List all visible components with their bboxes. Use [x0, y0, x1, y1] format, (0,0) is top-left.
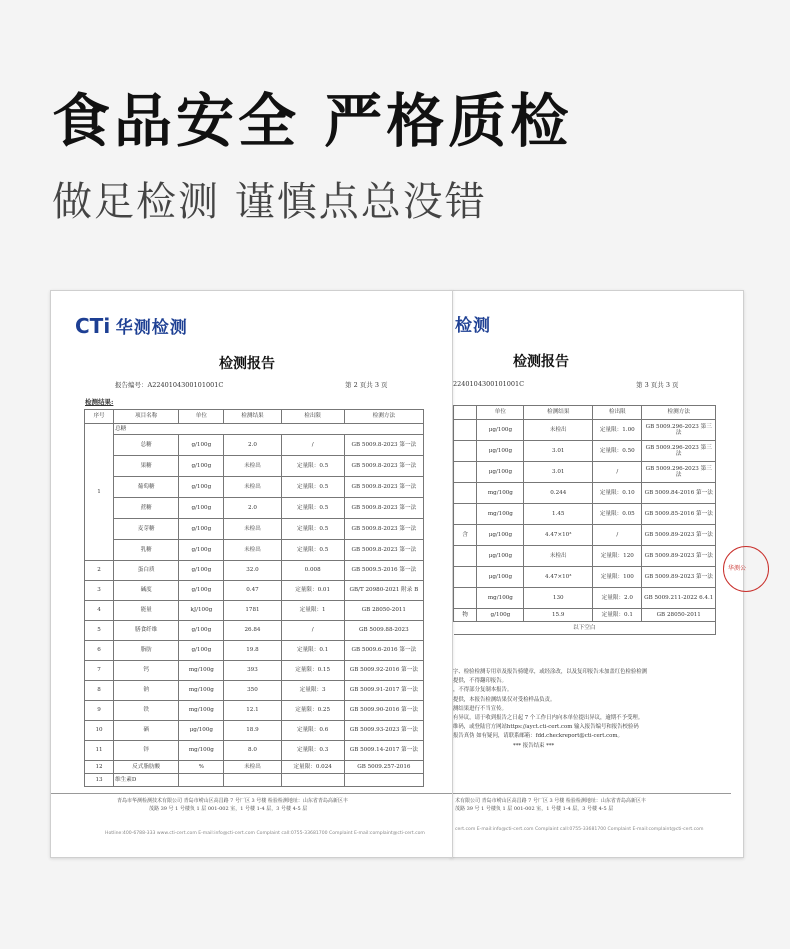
table-cell: 定量限：0.5 [281, 519, 344, 540]
table-cell: 定量限：120 [593, 546, 642, 567]
table-cell: g/100g [179, 540, 224, 561]
table-cell [454, 420, 477, 441]
page-number: 第 3 页共 3 页 [636, 381, 679, 389]
column-header: 项目名称 [114, 410, 179, 424]
section-label: 检测结果: [85, 398, 114, 406]
footer-contact: Hotline:400-6788-333 www.cti-cert.com E-mail:info@cti-cert.com Complaint call:0755-33681700 Complaint E-mail:complaint@cti-cert.com [105, 831, 425, 836]
column-header: 单位 [477, 406, 524, 420]
table-cell: / [281, 621, 344, 641]
logo-mark: CTi [75, 314, 111, 338]
table-row [454, 420, 716, 441]
note-line: ，不得部分复制本报告。 [453, 687, 513, 694]
table-cell [454, 567, 477, 588]
table-cell: 物 [454, 609, 477, 622]
table-cell: 定量限：0.25 [281, 701, 344, 721]
table-cell [454, 546, 477, 567]
table-cell: GB 5009.257-2016 [344, 761, 423, 774]
table-cell: 26.84 [224, 621, 281, 641]
table-cell: 2 [85, 561, 114, 581]
footer-address [455, 797, 646, 813]
table-cell: 蔗糖 [114, 498, 179, 519]
table-cell: GB 5009.8-2023 第一法 [344, 477, 423, 498]
column-header: 序号 [85, 410, 114, 424]
table-cell: GB 5009.8-2023 第一法 [344, 435, 423, 456]
table-cell: GB 5009.6-2016 第一法 [344, 641, 423, 661]
table-cell: 总糖 [114, 435, 179, 456]
table-cell: mg/100g [179, 661, 224, 681]
note-line: 报告真伪 如有疑问，请联系邮箱：fdd.checkreport@cti-cert.com。 [453, 733, 623, 740]
table-row [85, 701, 424, 721]
table-cell: GB/T 20980-2021 附录 B [344, 581, 423, 601]
table-cell: 3.01 [524, 441, 593, 462]
table-cell: 8 [85, 681, 114, 701]
table-cell: 未检出 [224, 519, 281, 540]
table-cell: 未检出 [224, 456, 281, 477]
report-notes [453, 668, 738, 751]
table-cell: 定量限：0.024 [281, 761, 344, 774]
table-row [85, 661, 424, 681]
table-cell: 含 [454, 525, 477, 546]
official-seal [723, 546, 769, 592]
footer-contact: cert.com E-mail:info@cti-cert.com Complaint call:0755-33681700 Complaint E-mail:complaint@cti-cert.com [455, 827, 704, 832]
table-cell: μg/100g [477, 441, 524, 462]
page-number: 第 2 页共 3 页 [345, 381, 388, 389]
table-row [85, 519, 424, 540]
table-cell: GB 5009.91-2017 第一法 [344, 681, 423, 701]
table-cell: 碱度 [114, 581, 179, 601]
table-row [85, 540, 424, 561]
table-cell [454, 441, 477, 462]
column-header: 检测结果 [524, 406, 593, 420]
note-line: 维码，或登陆官方网站https://ayct.cti-cert.com 输入报告编号和报告校验码 [453, 724, 639, 731]
table-cell: 定量限：0.5 [281, 477, 344, 498]
table-cell: 393 [224, 661, 281, 681]
note-line: 字、检验检测专用章及报告骑缝章，或经涂改，以及复印报告未加盖红色检验检测 [453, 669, 648, 675]
table-cell: 定量限：0.3 [281, 741, 344, 761]
table-cell: 维生素D [114, 774, 179, 787]
table-cell: 10 [85, 721, 114, 741]
table-cell: 1781 [224, 601, 281, 621]
table-row [454, 483, 716, 504]
table-cell: 未检出 [524, 546, 593, 567]
footer-address [117, 797, 348, 813]
table-cell: 5 [85, 621, 114, 641]
table-cell: 12.1 [224, 701, 281, 721]
report-title: 检测报告 [513, 354, 569, 370]
table-cell: GB 5009.5-2016 第一法 [344, 561, 423, 581]
table-cell: 反式脂肪酸 [114, 761, 179, 774]
table-cell: 未检出 [224, 761, 281, 774]
subheadline: 做足检测 谨慎点总没错 [52, 179, 487, 225]
table-cell: GB 5009.296-2023 第三法 [642, 462, 716, 483]
table-cell: 定量限：0.1 [281, 641, 344, 661]
table-cell: μg/100g [477, 420, 524, 441]
table-cell: μg/100g [179, 721, 224, 741]
table-cell [454, 588, 477, 609]
logo-text: 检测 [455, 316, 491, 336]
table-row [85, 641, 424, 661]
table-cell: 定量限：0.10 [593, 483, 642, 504]
column-header: 检测方法 [344, 410, 423, 424]
table-cell: g/100g [179, 519, 224, 540]
table-row [85, 721, 424, 741]
table-row [85, 681, 424, 701]
table-row [85, 601, 424, 621]
table-cell: GB 5009.93-2023 第一法 [344, 721, 423, 741]
table-cell: GB 5009.14-2017 第一法 [344, 741, 423, 761]
table-cell: g/100g [179, 641, 224, 661]
logo-text: 华测检测 [115, 318, 188, 338]
table-cell: 锌 [114, 741, 179, 761]
table-cell: kJ/100g [179, 601, 224, 621]
table-cell: 定量限：0.5 [281, 498, 344, 519]
table-cell: 定量限：0.50 [593, 441, 642, 462]
table-row [85, 581, 424, 601]
table-cell: 钠 [114, 681, 179, 701]
report-page-3 [450, 290, 747, 858]
table-cell: 定量限：0.5 [281, 540, 344, 561]
table-cell: μg/100g [477, 525, 524, 546]
table-cell: 葡萄糖 [114, 477, 179, 498]
table-cell: 32.0 [224, 561, 281, 581]
table-cell: GB 5009.92-2016 第一法 [344, 661, 423, 681]
table-cell: GB 5009.89-2023 第一法 [642, 567, 716, 588]
table-cell: 1 [85, 424, 114, 561]
table-cell: 1.45 [524, 504, 593, 525]
table-cell: GB 5009.8-2023 第一法 [344, 498, 423, 519]
report-logo [455, 311, 491, 336]
table-cell: 定量限：0.1 [593, 609, 642, 622]
column-header: 检测结果 [224, 410, 281, 424]
report-logo [75, 313, 188, 338]
report-number: 2240104300101001C [453, 380, 525, 388]
table-cell: GB 5009.90-2016 第一法 [344, 701, 423, 721]
report-number: 报告编号：A2240104300101001C [115, 381, 224, 389]
table-cell: / [593, 462, 642, 483]
table-cell: mg/100g [179, 741, 224, 761]
table-cell: GB 5009.296-2023 第三法 [642, 420, 716, 441]
table-cell: 未检出 [524, 420, 593, 441]
footer-line: 茂路 39 号 1 号楼负 1 层 001-002 室，1 号楼 1-4 层，3 号楼 4-5 层 [149, 806, 308, 812]
table-cell: GB 5009.8-2023 第一法 [344, 519, 423, 540]
table-row [85, 498, 424, 519]
table-cell: GB 5009.84-2016 第一法 [642, 483, 716, 504]
table-cell: 膳食纤维 [114, 621, 179, 641]
column-header: 检出限 [281, 410, 344, 424]
table-cell: 能量 [114, 601, 179, 621]
table-cell: 定量限：0.5 [281, 456, 344, 477]
table-cell: 钙 [114, 661, 179, 681]
table-cell: GB 5009.296-2023 第三法 [642, 441, 716, 462]
table-row [454, 588, 716, 609]
table-cell: 蛋白质 [114, 561, 179, 581]
table-cell: 未检出 [224, 477, 281, 498]
table-cell: 总糖 [114, 424, 424, 435]
table-cell: / [593, 525, 642, 546]
table-cell: mg/100g [477, 588, 524, 609]
table-cell: 乳糖 [114, 540, 179, 561]
table-row [85, 761, 424, 774]
table-cell: 9 [85, 701, 114, 721]
headline: 食品安全 严格质检 [52, 87, 573, 155]
table-cell: mg/100g [179, 681, 224, 701]
table-cell: 硒 [114, 721, 179, 741]
table-cell: GB 5009.89-2023 第一法 [642, 525, 716, 546]
table-cell: g/100g [179, 498, 224, 519]
table-cell [224, 774, 281, 787]
report-page-2 [50, 290, 453, 858]
table-cell: 8.0 [224, 741, 281, 761]
table-row [85, 561, 424, 581]
table-cell: 以下空白 [454, 622, 716, 635]
results-table [453, 405, 716, 635]
table-cell: 15.9 [524, 609, 593, 622]
table-cell: GB 5009.85-2016 第一法 [642, 504, 716, 525]
table-cell: 未检出 [224, 540, 281, 561]
table-row [454, 567, 716, 588]
table-cell: g/100g [179, 581, 224, 601]
table-cell: GB 5009.8-2023 第一法 [344, 456, 423, 477]
table-cell [179, 774, 224, 787]
report-title: 检测报告 [219, 356, 275, 372]
table-cell: 12 [85, 761, 114, 774]
footer-divider [451, 793, 731, 794]
table-cell: mg/100g [179, 701, 224, 721]
table-cell: 铁 [114, 701, 179, 721]
table-row [454, 525, 716, 546]
table-row [85, 435, 424, 456]
table-cell: 定量限：0.05 [593, 504, 642, 525]
table-cell: g/100g [179, 621, 224, 641]
seal-text: 华测公 [728, 565, 747, 572]
table-cell [344, 774, 423, 787]
column-header: 检出限 [593, 406, 642, 420]
table-cell: 350 [224, 681, 281, 701]
table-cell: g/100g [477, 609, 524, 622]
table-cell: 脂肪 [114, 641, 179, 661]
table-cell: % [179, 761, 224, 774]
table-row [85, 774, 424, 787]
table-row [85, 424, 424, 435]
table-row [85, 456, 424, 477]
table-cell: 定量限：0.15 [281, 661, 344, 681]
table-cell [454, 462, 477, 483]
table-row [454, 441, 716, 462]
table-cell: 定量限：1.00 [593, 420, 642, 441]
table-cell: μg/100g [477, 462, 524, 483]
table-cell: 0.008 [281, 561, 344, 581]
table-cell: 3.01 [524, 462, 593, 483]
table-row [85, 477, 424, 498]
table-row [454, 609, 716, 622]
results-table [84, 409, 424, 787]
table-cell: 2.0 [224, 435, 281, 456]
table-row [454, 622, 716, 635]
table-cell: GB 28050-2011 [642, 609, 716, 622]
table-cell: 7 [85, 661, 114, 681]
table-cell: μg/100g [477, 567, 524, 588]
table-cell: 4 [85, 601, 114, 621]
table-cell [454, 483, 477, 504]
note-line: *** 报告结束 *** [513, 742, 555, 749]
table-cell: 6 [85, 641, 114, 661]
footer-divider [51, 793, 452, 794]
table-cell: g/100g [179, 435, 224, 456]
footer-line: 青岛市华测检测技术有限公司 青岛市崂山区高昌路 7 号厂区 3 号楼 检验检测地址：山东省青岛高新区丰 [117, 798, 348, 804]
footer-line: 术有限公司 青岛市崂山区高昌路 7 号厂区 3 号楼 检验检测地址：山东省青岛高新区丰 [455, 798, 646, 804]
note-line: 有异议，请于收到报告之日起 7 个工作日内向本单位提出异议，逾期不予受理。 [453, 714, 644, 721]
table-cell: GB 5009.89-2023 第一法 [642, 546, 716, 567]
table-cell: mg/100g [477, 483, 524, 504]
table-cell: g/100g [179, 477, 224, 498]
column-header: 检测方法 [642, 406, 716, 420]
table-cell: 定量限：100 [593, 567, 642, 588]
table-cell: 定量限：0.6 [281, 721, 344, 741]
table-cell: 11 [85, 741, 114, 761]
table-cell: 18.9 [224, 721, 281, 741]
table-row [85, 621, 424, 641]
table-cell: 130 [524, 588, 593, 609]
note-line: 测结果进行不当宣传。 [453, 705, 507, 712]
table-cell: 19.8 [224, 641, 281, 661]
table-cell: 定量限：2.0 [593, 588, 642, 609]
table-cell: g/100g [179, 561, 224, 581]
note-line: 提供，本报告检测结果仅对受检样品负责。 [453, 696, 556, 703]
table-row [454, 462, 716, 483]
note-line: 提供，不得翻印报告。 [453, 678, 507, 685]
table-cell [281, 774, 344, 787]
table-cell: mg/100g [477, 504, 524, 525]
table-cell: GB 28050-2011 [344, 601, 423, 621]
footer-line: 茂路 39 号 1 号楼负 1 层 001-002 室，1 号楼 1-4 层，3 号楼 4-5 层 [455, 806, 614, 812]
table-cell: μg/100g [477, 546, 524, 567]
table-row [85, 741, 424, 761]
table-cell: 定量限：3 [281, 681, 344, 701]
column-header: 单位 [179, 410, 224, 424]
table-cell: 0.47 [224, 581, 281, 601]
table-cell: 3 [85, 581, 114, 601]
table-cell: 13 [85, 774, 114, 787]
table-cell: / [281, 435, 344, 456]
table-cell: 0.244 [524, 483, 593, 504]
table-cell: 麦芽糖 [114, 519, 179, 540]
table-cell: 定量限：0.01 [281, 581, 344, 601]
table-cell: 2.0 [224, 498, 281, 519]
table-cell: 4.47×10³ [524, 525, 593, 546]
table-row [454, 504, 716, 525]
table-cell: GB 5009.211-2022 6.4.1 [642, 588, 716, 609]
table-row [454, 546, 716, 567]
table-cell: 定量限：1 [281, 601, 344, 621]
table-cell: 4.47×10³ [524, 567, 593, 588]
table-cell: g/100g [179, 456, 224, 477]
table-cell [454, 504, 477, 525]
table-cell: GB 5009.8-2023 第一法 [344, 540, 423, 561]
table-cell: GB 5009.88-2023 [344, 621, 423, 641]
table-cell: 果糖 [114, 456, 179, 477]
